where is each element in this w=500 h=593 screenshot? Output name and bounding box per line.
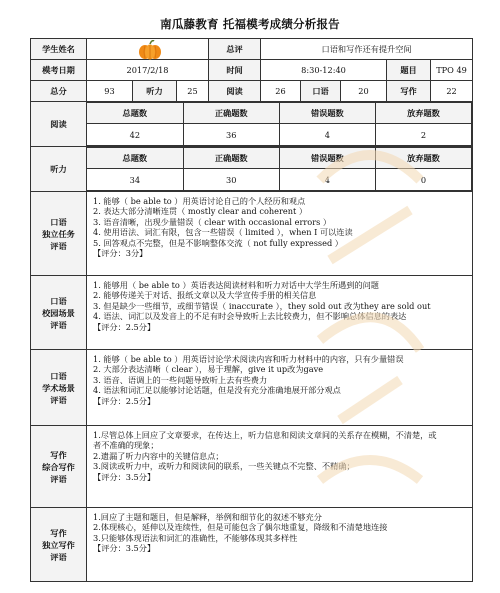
listening-col-correct: 正确题数 <box>183 148 279 169</box>
listening-skipped-value: 0 <box>375 169 471 191</box>
student-name-label: 学生姓名 <box>31 39 87 60</box>
reading-stats <box>87 102 472 146</box>
summary-label: 总评 <box>209 39 261 60</box>
listening-wrong-value: 4 <box>279 169 375 191</box>
listening-col-wrong: 错误题数 <box>279 148 375 169</box>
listening-stats <box>87 147 472 191</box>
reading-col-correct: 正确题数 <box>183 103 279 124</box>
speaking-independent-label: 口语 独立任务 评语 <box>31 192 87 276</box>
time-value: 8:30-12:40 <box>261 60 387 81</box>
listening-total-value: 34 <box>87 169 183 191</box>
reading-col-wrong: 错误题数 <box>279 103 375 124</box>
listening-section-label: 听力 <box>31 147 87 192</box>
listening-col-total: 总题数 <box>87 148 183 169</box>
reading-skipped-value: 2 <box>375 124 471 146</box>
summary-value: 口语和写作还有提升空间 <box>261 39 473 60</box>
report-title: 南瓜藤教育 托福模考成绩分析报告 <box>160 17 340 31</box>
reading-section-label: 阅读 <box>31 102 87 147</box>
speaking-academic-comment: 1. 能够（ be able to ）用英语讨论学术阅读内容和听力材料中的内容，只有少量错误 2. 大部分表达清晰（ clear ），易于理解，give it up改为gave 3. 语音、语调上的一些问题导致听上去有些费力 4. 语法和词汇足以能够讨论话题，但是没有充分准确地展开部分观点 【评分：2.5分】 <box>87 350 473 426</box>
topic-label: 题目 <box>387 60 431 81</box>
reading-col-skipped: 放弃题数 <box>375 103 471 124</box>
listening-col-skipped: 放弃题数 <box>375 148 471 169</box>
speaking-score-value: 20 <box>341 81 387 102</box>
exam-date-label: 模考日期 <box>31 60 87 81</box>
speaking-independent-comment: 1. 能够（ be able to ）用英语讨论自己的个人经历和观点 2. 表达大部分清晰连贯（ mostly clear and coherent ） 3. 语音清晰，出现少量错误（ clear with occasional errors ） 4. 使用语法、词汇有限，包含一些错误（ limited ），when I 可以连读 5. 回答观点不完整，但是不影响整体交流（ not fully expressed ） 【评分：3分】 <box>87 192 473 276</box>
topic-value: TPO 49 <box>431 60 473 81</box>
reading-col-total: 总题数 <box>87 103 183 124</box>
listening-score-label: 听力 <box>133 81 177 102</box>
reading-wrong-value: 4 <box>279 124 375 146</box>
speaking-campus-label: 口语 校园场景 评语 <box>31 276 87 350</box>
writing-integrated-comment: 1.尽管总体上回应了文章要求，在传达上，听力信息和阅读文章间的关系存在模糊，不清楚，或 者不准确的现象； 2.遗漏了听力内容中的关键信息点； 3.阅读或听力中，或听力和阅读间的联系，一些关键点不完整、不精确； 【评分：3.5分】 <box>87 426 473 508</box>
writing-independent-comment: 1.回应了主题和题目，但是解释，举例和细节化的叙述不够充分 2.体现核心，延伸以及连续性，但是可能包含了偶尔地重复，降级和不清楚地连接 3.只能够体现语法和词汇的准确性，不能够体现其多样性 【评分：3.5分】 <box>87 508 473 582</box>
reading-score-value: 26 <box>261 81 301 102</box>
reading-score-label: 阅读 <box>209 81 261 102</box>
total-score-value: 93 <box>87 81 133 102</box>
time-label: 时间 <box>209 60 261 81</box>
report-table <box>30 38 473 582</box>
total-score-label: 总分 <box>31 81 87 102</box>
exam-date-value: 2017/2/18 <box>87 60 209 81</box>
writing-score-label: 写作 <box>387 81 431 102</box>
writing-score-value: 22 <box>431 81 473 102</box>
writing-integrated-label: 写作 综合写作 评语 <box>31 426 87 508</box>
listening-correct-value: 30 <box>183 169 279 191</box>
speaking-academic-label: 口语 学术场景 评语 <box>31 350 87 426</box>
reading-correct-value: 36 <box>183 124 279 146</box>
pumpkin-logo-icon <box>138 40 162 60</box>
reading-total-value: 42 <box>87 124 183 146</box>
speaking-campus-comment: 1. 能够用（ be able to ）英语表达阅读材料和听力对话中大学生所遇到的问题 2. 能够传递关于对话、报纸文章以及大学宣传手册的相关信息 3. 但是缺少一些细节，或细节错误（ inaccurate ），they sold out 改为they are sold out 4. 语法、词汇以及发音上的不足有时会导致听上去比较费力，但不影响总体信息的表达 【评分：2.5分】 <box>87 276 473 350</box>
listening-score-value: 25 <box>177 81 209 102</box>
writing-independent-label: 写作 独立写作 评语 <box>31 508 87 582</box>
speaking-score-label: 口语 <box>301 81 341 102</box>
